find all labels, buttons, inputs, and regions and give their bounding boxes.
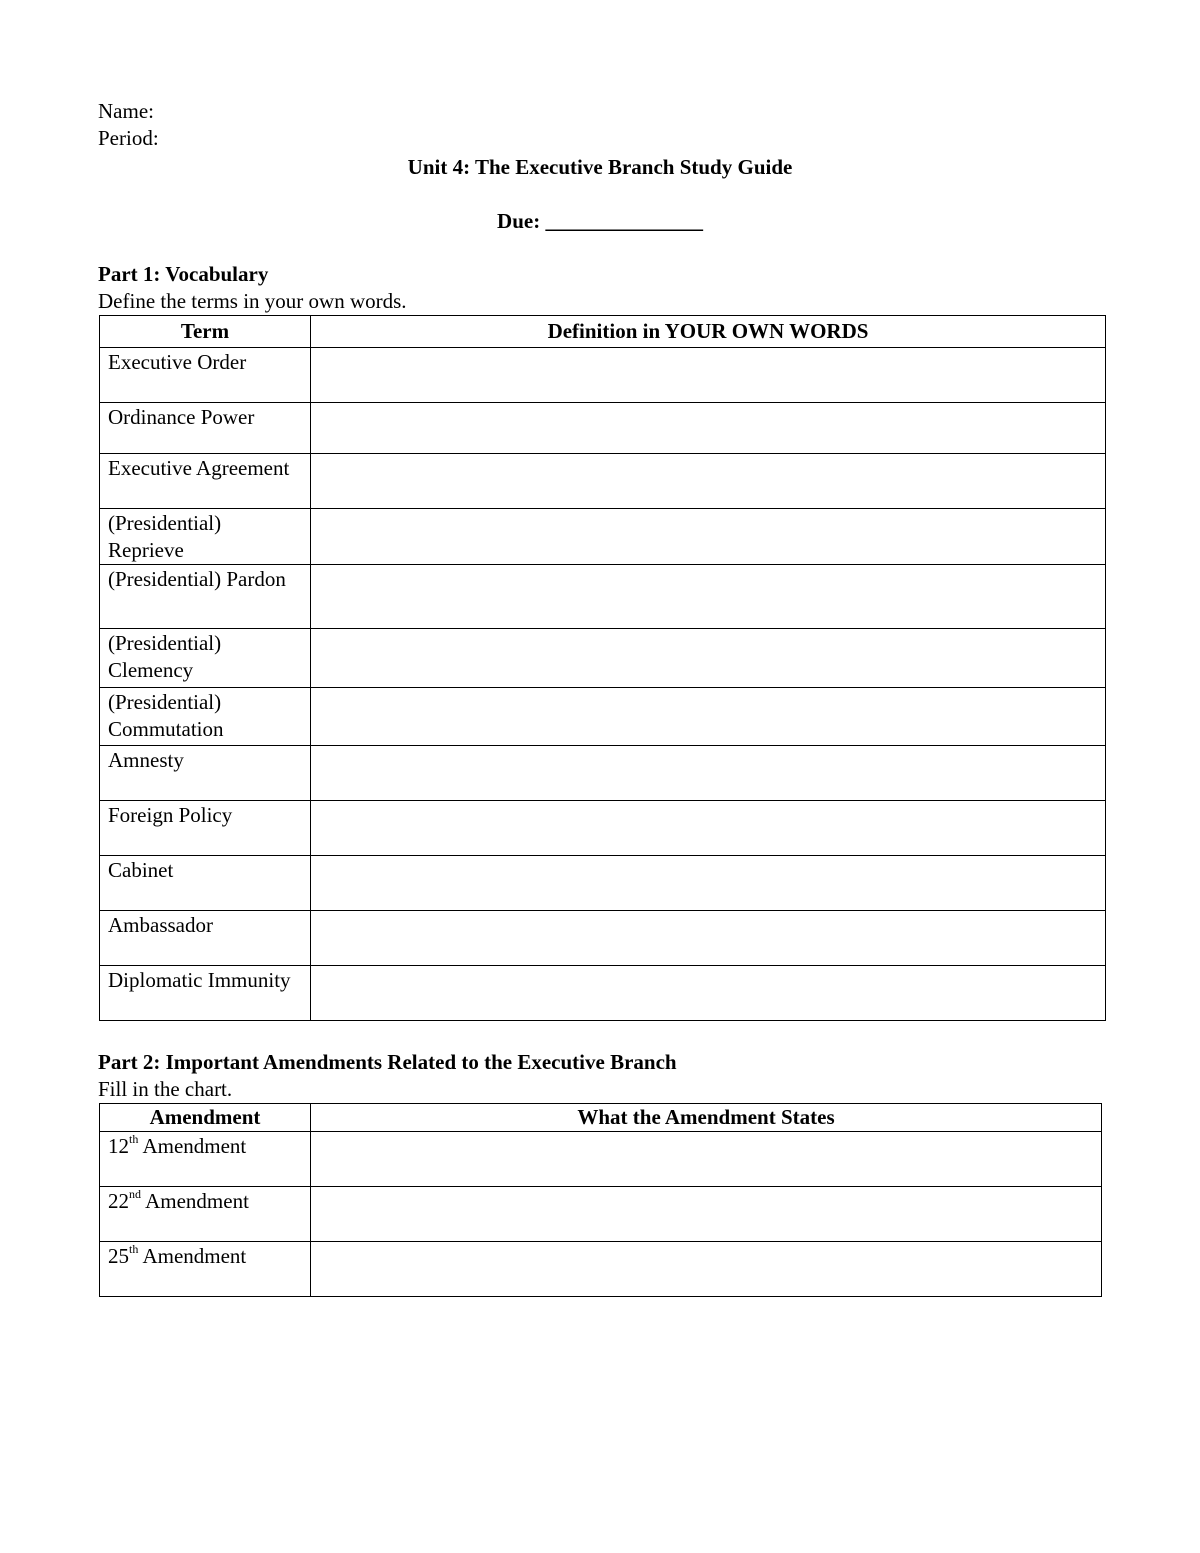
amendments-header-row bbox=[100, 1104, 1102, 1132]
definition-cell[interactable] bbox=[311, 403, 1106, 454]
amendment-word: Amendment bbox=[142, 1134, 247, 1158]
amendment-column-header: Amendment bbox=[100, 1104, 311, 1132]
term-column-header: Term bbox=[100, 316, 311, 348]
term-cell: (Presidential) Pardon bbox=[100, 565, 311, 629]
amendment-word: Amendment bbox=[142, 1244, 247, 1268]
term-cell: Diplomatic Immunity bbox=[100, 966, 311, 1021]
term-cell: Amnesty bbox=[100, 746, 311, 801]
term-cell: Executive Agreement bbox=[100, 454, 311, 509]
amendment-word: Amendment bbox=[145, 1189, 249, 1213]
part2-instructions: Fill in the chart. bbox=[98, 1077, 233, 1101]
term-cell: Cabinet bbox=[100, 856, 311, 911]
definition-cell[interactable] bbox=[311, 348, 1106, 403]
amendments-table bbox=[99, 1103, 1102, 1297]
amendment-ordinal-suffix: th bbox=[129, 1242, 139, 1256]
table-row bbox=[100, 403, 1106, 454]
definition-cell[interactable] bbox=[311, 746, 1106, 801]
definition-cell[interactable] bbox=[311, 911, 1106, 966]
definition-cell[interactable] bbox=[311, 856, 1106, 911]
amendment-cell bbox=[100, 1242, 311, 1297]
table-row bbox=[100, 856, 1106, 911]
part1-instructions: Define the terms in your own words. bbox=[98, 289, 407, 313]
definition-cell[interactable] bbox=[311, 801, 1106, 856]
amendment-statement-cell[interactable] bbox=[311, 1187, 1102, 1242]
table-row bbox=[100, 454, 1106, 509]
amendment-number: 22 bbox=[108, 1189, 129, 1213]
table-row bbox=[100, 629, 1106, 688]
table-row bbox=[100, 565, 1106, 629]
table-row bbox=[100, 746, 1106, 801]
table-row bbox=[100, 801, 1106, 856]
definition-column-header: Definition in YOUR OWN WORDS bbox=[311, 316, 1106, 348]
due-line bbox=[0, 208, 1200, 235]
term-cell: (Presidential) Clemency bbox=[100, 629, 311, 688]
period-label: Period: bbox=[98, 126, 159, 150]
term-cell: (Presidential) Reprieve bbox=[100, 509, 311, 565]
table-row bbox=[100, 966, 1106, 1021]
definition-cell[interactable] bbox=[311, 966, 1106, 1021]
due-blank: _______________ bbox=[545, 209, 703, 233]
name-label: Name: bbox=[98, 99, 154, 123]
table-row bbox=[100, 911, 1106, 966]
vocabulary-header-row bbox=[100, 316, 1106, 348]
amendment-number: 25 bbox=[108, 1244, 129, 1268]
table-row bbox=[100, 1242, 1102, 1297]
states-column-header: What the Amendment States bbox=[311, 1104, 1102, 1132]
amendment-number: 12 bbox=[108, 1134, 129, 1158]
amendment-ordinal-suffix: nd bbox=[129, 1187, 141, 1201]
vocabulary-table bbox=[99, 315, 1106, 1021]
amendment-statement-cell[interactable] bbox=[311, 1132, 1102, 1187]
table-row bbox=[100, 1187, 1102, 1242]
term-cell: Ambassador bbox=[100, 911, 311, 966]
term-cell: Ordinance Power bbox=[100, 403, 311, 454]
definition-cell[interactable] bbox=[311, 688, 1106, 746]
definition-cell[interactable] bbox=[311, 454, 1106, 509]
amendment-statement-cell[interactable] bbox=[311, 1242, 1102, 1297]
part2-heading: Part 2: Important Amendments Related to the Executive Branch bbox=[98, 1050, 677, 1074]
term-cell: (Presidential) Commutation bbox=[100, 688, 311, 746]
part1-heading: Part 1: Vocabulary bbox=[98, 262, 269, 286]
amendment-cell bbox=[100, 1187, 311, 1242]
table-row bbox=[100, 688, 1106, 746]
term-cell: Executive Order bbox=[100, 348, 311, 403]
definition-cell[interactable] bbox=[311, 509, 1106, 565]
definition-cell[interactable] bbox=[311, 565, 1106, 629]
amendment-cell bbox=[100, 1132, 311, 1187]
due-label: Due: bbox=[497, 209, 541, 233]
amendment-ordinal-suffix: th bbox=[129, 1132, 139, 1146]
table-row bbox=[100, 1132, 1102, 1187]
term-cell: Foreign Policy bbox=[100, 801, 311, 856]
definition-cell[interactable] bbox=[311, 629, 1106, 688]
table-row bbox=[100, 348, 1106, 403]
page-title: Unit 4: The Executive Branch Study Guide bbox=[407, 155, 793, 179]
table-row bbox=[100, 509, 1106, 565]
